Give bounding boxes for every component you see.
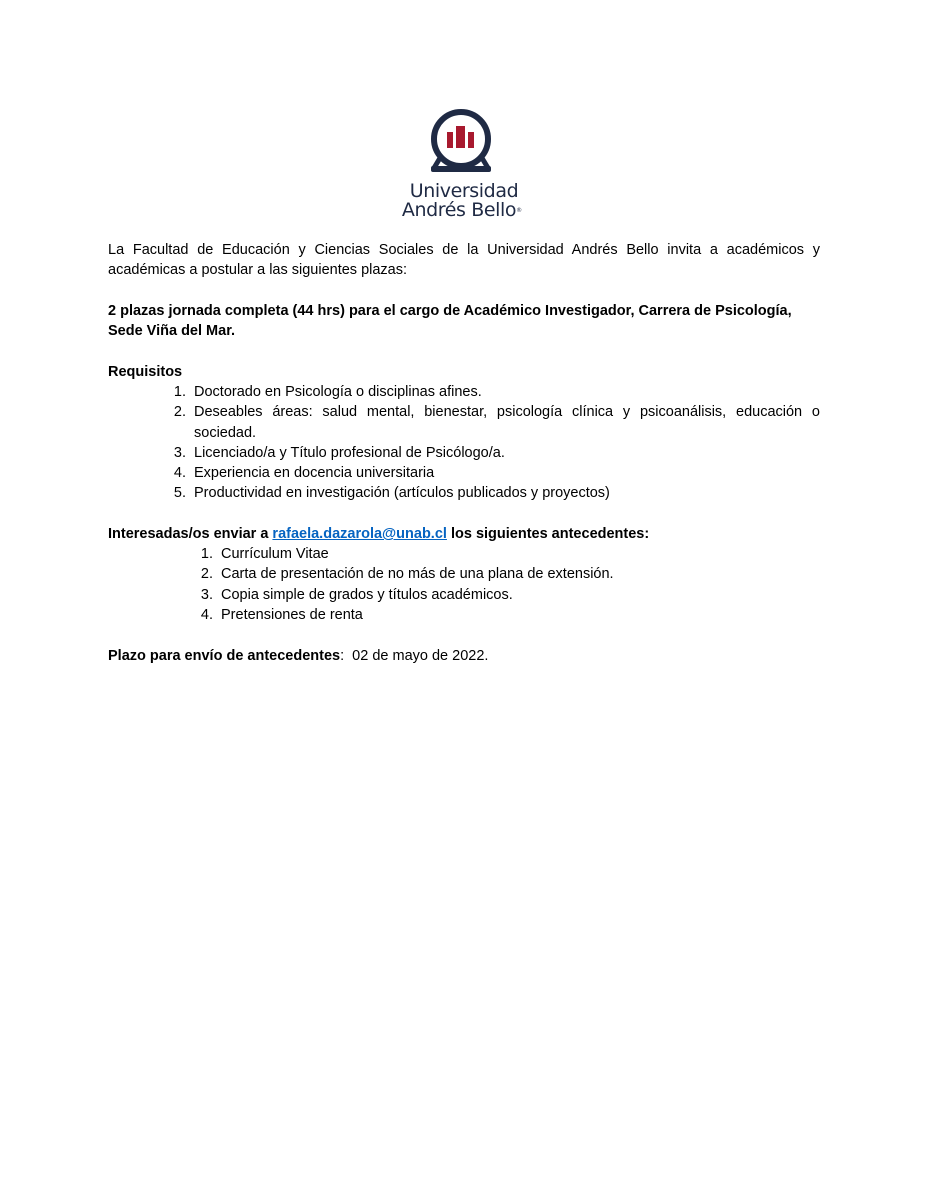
list-number: 3. (173, 444, 186, 461)
requirements-list (173, 382, 820, 504)
list-text: Productividad en investigación (artículos publicados y proyectos) (194, 485, 610, 502)
documents-heading-prefix: Interesadas/os enviar a (108, 526, 273, 542)
list-number: 4. (173, 465, 186, 482)
list-item (200, 605, 820, 625)
logo-university-word: Universidad (409, 180, 519, 202)
intro-paragraph: La Facultad de Educación y Ciencias Sociales de la Universidad Andrés Bello invita a académicos y académicas a postular a las siguientes plazas: (108, 242, 820, 279)
requirements-heading: Requisitos (108, 364, 183, 380)
deadline-label: Plazo para envío de antecedentes (108, 648, 341, 664)
university-logo (398, 106, 530, 221)
list-text: Pretensiones de renta (221, 606, 363, 623)
list-number: 1. (200, 546, 213, 562)
list-text: Experiencia en docencia universitaria (194, 465, 435, 482)
list-text: Currículum Vitae (221, 546, 329, 562)
position-title: 2 plazas jornada completa (44 hrs) para el cargo de Académico Investigador, Carrera de Psicología, Sede Viña del Mar. (108, 303, 792, 340)
list-number: 2. (173, 404, 186, 421)
list-number: 5. (173, 485, 186, 502)
list-number: 1. (173, 384, 186, 400)
list-item (173, 382, 820, 402)
list-text: Deseables áreas: salud mental, bienestar, psicología clínica y psicoanálisis, educación o sociedad. (194, 404, 820, 441)
deadline-line (108, 646, 820, 666)
list-text: Licenciado/a y Título profesional de Psicólogo/a. (194, 444, 505, 461)
email-link[interactable]: rafaela.dazarola@unab.cl (272, 526, 447, 542)
list-text: Doctorado en Psicología o disciplinas afines. (194, 384, 482, 400)
list-text: Copia simple de grados y títulos académicos. (221, 586, 513, 603)
list-item (200, 564, 820, 584)
documents-heading-suffix: los siguientes antecedentes: (446, 526, 650, 542)
list-item (173, 483, 820, 503)
deadline-colon: : (340, 648, 345, 664)
documents-heading (108, 524, 820, 544)
logo-andres-bello: Andrés Bello (401, 199, 517, 221)
list-number: 4. (200, 606, 213, 623)
documents-list (200, 544, 820, 625)
list-item (200, 544, 820, 564)
list-item (173, 402, 820, 443)
logo-registered-mark: ® (516, 207, 523, 214)
list-item (200, 585, 820, 605)
list-text: Carta de presentación de no más de una plana de extensión. (221, 566, 614, 583)
deadline-value: 02 de mayo de 2022. (344, 648, 489, 664)
logo-emblem-icon (398, 106, 530, 182)
list-number: 2. (200, 566, 213, 583)
logo-name-line (396, 201, 528, 220)
list-number: 3. (200, 586, 213, 603)
list-item (173, 443, 820, 463)
list-item (173, 463, 820, 483)
